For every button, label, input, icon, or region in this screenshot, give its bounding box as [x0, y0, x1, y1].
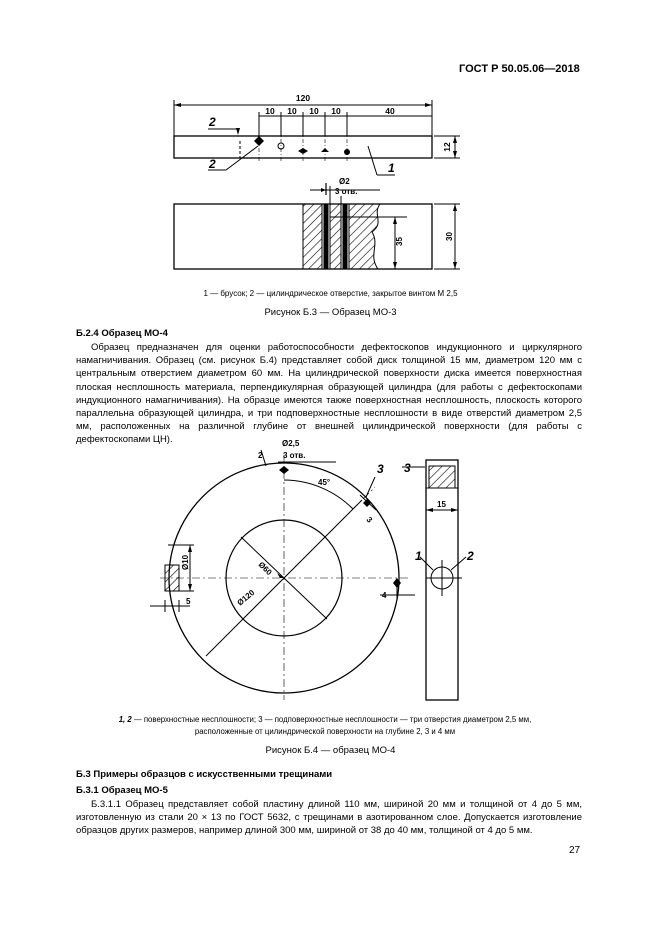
- dim-10b: 10: [287, 106, 297, 116]
- dim-3: 3: [364, 515, 375, 525]
- dim-angle: 45°: [318, 478, 331, 487]
- callout-3-disk: 3: [377, 462, 384, 476]
- dim-2: 2: [258, 451, 263, 460]
- dim-15: 15: [437, 500, 446, 509]
- legend-line-2: расположенные от цилиндрической поверхности на глубине 2, 3 и 4 мм: [194, 727, 456, 736]
- section-b24-text: Образец предназначен для оценки работоспособности дефектоскопов индукционного и циркулярного намагничивания. Образец (см. рисунок Б.4) представляет собой диск толщиной 15 мм, диаметром 120 мм с центральным отверстием диаметром 60 мм. На цилиндрической поверхности диска имеется поверхностная плоская несплошность материала, перпендикулярная образующей цилиндра (для работы с дефектоскопами индукционного намагничивания). На образце имеются также поверхностная несплошность, плоскость которого параллельна образующей цилиндра, и три подповерхностные несплошности в виде отверстий диаметром 2,5 мм, расположенных на различной глубине от внешней цилиндрической поверхности (для работы с дефектоскопами ЦН).: [76, 342, 582, 446]
- callout-3-side: 3: [404, 461, 411, 475]
- callout-2-bottom: 2: [209, 157, 216, 171]
- dim-35: 35: [395, 237, 404, 246]
- dim-4: 4: [382, 591, 387, 600]
- callout-2-b4: 2: [467, 549, 474, 563]
- dim-hole-dia: Ø2: [339, 177, 350, 186]
- page-number: 27: [569, 845, 581, 856]
- figure-b3-caption: Рисунок Б.3 — Образец МО-3: [264, 307, 397, 318]
- legend-numbers: 1, 2: [118, 715, 132, 724]
- callout-1-b4: 1: [415, 549, 422, 563]
- dim-40: 40: [385, 106, 395, 116]
- dim-length: 120: [295, 93, 311, 103]
- dim-d120: Ø120: [235, 588, 257, 608]
- dim-hole-count-b4: 3 отв.: [283, 451, 306, 460]
- dim-30: 30: [445, 232, 454, 241]
- section-b3-title: Б.3 Примеры образцов с искусственными трещинами: [76, 769, 333, 780]
- dim-12: 12: [442, 142, 452, 152]
- callout-2-top: 2: [209, 115, 216, 129]
- dim-5: 5: [186, 597, 191, 606]
- dim-hole-count: 3 отв.: [335, 187, 358, 196]
- callout-1: 1: [388, 161, 395, 175]
- figure-b4-legend: [75, 714, 575, 738]
- dim-10d: 10: [331, 106, 341, 116]
- marker-diamond: [254, 136, 264, 146]
- dim-hole-dia-b4: Ø2,5: [282, 439, 300, 448]
- dim-d60: Ø60: [256, 560, 274, 578]
- dim-d10: Ø10: [181, 554, 190, 570]
- standard-header: ГОСТ Р 50.05.06—2018: [459, 63, 580, 75]
- figure-b4-drawing: [0, 439, 661, 710]
- section-b24-title: Б.2.4 Образец МО-4: [76, 328, 168, 339]
- figure-b3-drawing: [0, 80, 661, 285]
- legend-line-1: — поверхностные несплошности; 3 — подповерхностные несплошности — три отверстия диаметром 2,5 мм,: [131, 715, 532, 724]
- dim-10c: 10: [309, 106, 319, 116]
- section-b31-title: Б.3.1 Образец МО-5: [76, 785, 168, 796]
- section-b311-text: Б.3.1.1 Образец представляет собой пластину длиной 110 мм, шириной 20 мм и толщиной от 4 до 5 мм, изготовленную из стали 20 × 13 по ГОСТ 5632, с трещинами в азотированном слое. Допускается изготовление образцов других размеров, например длиной 300 мм, шириной от 38 до 40 мм, толщиной от 4 до 5 мм.: [76, 799, 582, 837]
- figure-b3-legend: 1 — брусок; 2 — цилиндрическое отверстие, закрытое винтом М 2,5: [203, 289, 458, 298]
- figure-b4-caption: Рисунок Б.4 — образец МО-4: [265, 745, 396, 756]
- dim-10a: 10: [265, 106, 275, 116]
